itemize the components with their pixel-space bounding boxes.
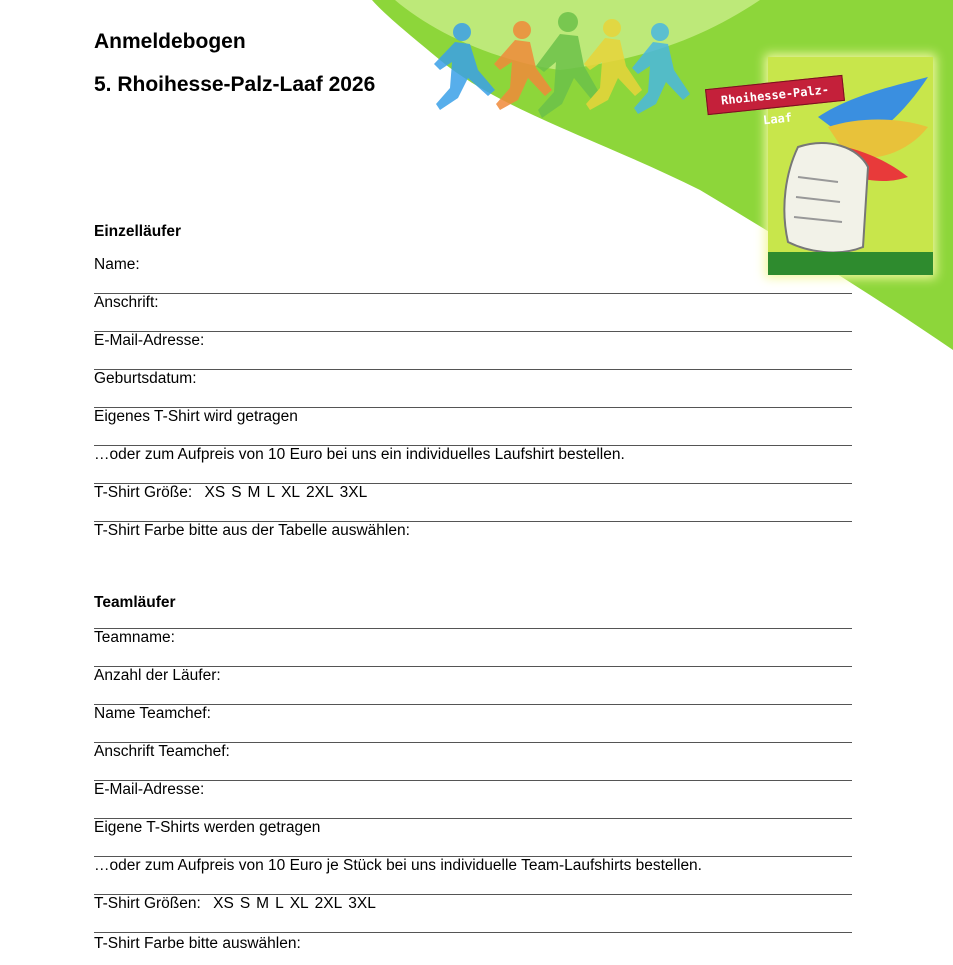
- field-runner-count[interactable]: [94, 667, 852, 705]
- field-label: …oder zum Aufpreis von 10 Euro bei uns ein individuelles Laufshirt bestellen.: [94, 446, 625, 463]
- field-label: Name:: [94, 256, 140, 273]
- size-option-m[interactable]: M: [256, 895, 270, 912]
- field-label: E-Mail-Adresse:: [94, 332, 205, 349]
- size-options: [192, 484, 373, 501]
- event-title: 5. Rhoihesse-Palz-Laaf 2026: [94, 73, 376, 96]
- size-option-xl[interactable]: XL: [281, 484, 301, 501]
- field-order-shirt[interactable]: [94, 446, 852, 484]
- field-email[interactable]: [94, 332, 852, 370]
- field-label: Eigene T-Shirts werden getragen: [94, 819, 321, 836]
- size-option-l[interactable]: L: [266, 484, 276, 501]
- field-label: T-Shirt Größen:: [94, 895, 201, 912]
- field-teamchef-address[interactable]: [94, 743, 852, 781]
- size-option-m[interactable]: M: [247, 484, 261, 501]
- size-option-2xl[interactable]: 2XL: [306, 484, 334, 501]
- size-option-l[interactable]: L: [275, 895, 284, 912]
- field-own-shirts[interactable]: [94, 819, 852, 857]
- size-option-xs[interactable]: XS: [204, 484, 226, 501]
- field-address[interactable]: [94, 294, 852, 332]
- field-label: Eigenes T-Shirt wird getragen: [94, 408, 298, 425]
- logo-banner: Rhoihesse-Palz-Laaf: [705, 75, 845, 115]
- field-teamchef-name[interactable]: [94, 705, 852, 743]
- field-teamname[interactable]: [94, 629, 852, 667]
- field-label: Anschrift Teamchef:: [94, 743, 230, 760]
- size-options: [201, 895, 382, 912]
- form-title: Anmeldebogen: [94, 30, 246, 53]
- field-team-email[interactable]: [94, 781, 852, 819]
- field-own-shirt[interactable]: [94, 408, 852, 446]
- field-label: E-Mail-Adresse:: [94, 781, 205, 798]
- section-heading-einzel: Einzelläufer: [94, 223, 181, 240]
- field-team-shirt-sizes[interactable]: [94, 895, 852, 933]
- size-option-s[interactable]: S: [239, 895, 251, 912]
- size-option-s[interactable]: S: [231, 484, 242, 501]
- field-shirt-size[interactable]: [94, 484, 852, 522]
- size-option-2xl[interactable]: 2XL: [314, 895, 343, 912]
- field-label: Geburtsdatum:: [94, 370, 197, 387]
- field-shirt-color[interactable]: [94, 522, 852, 560]
- size-option-3xl[interactable]: 3XL: [339, 484, 368, 501]
- size-option-3xl[interactable]: 3XL: [348, 895, 376, 912]
- field-label: Anzahl der Läufer:: [94, 667, 221, 684]
- field-label: T-Shirt Farbe bitte auswählen:: [94, 935, 301, 952]
- field-team-shirt-color[interactable]: [94, 935, 852, 965]
- field-label: T-Shirt Farbe bitte aus der Tabelle auswählen:: [94, 522, 410, 539]
- field-name[interactable]: [94, 256, 852, 294]
- field-order-team-shirts[interactable]: [94, 857, 852, 895]
- size-option-xs[interactable]: XS: [213, 895, 234, 912]
- field-label: Teamname:: [94, 629, 175, 646]
- field-label: …oder zum Aufpreis von 10 Euro je Stück bei uns individuelle Team-Laufshirts bestellen.: [94, 857, 702, 874]
- section-heading-team: Teamläufer: [94, 594, 176, 611]
- field-label: Name Teamchef:: [94, 705, 211, 722]
- size-option-xl[interactable]: XL: [289, 895, 309, 912]
- field-label: Anschrift:: [94, 294, 159, 311]
- field-label: T-Shirt Größe:: [94, 484, 193, 501]
- field-birthdate[interactable]: [94, 370, 852, 408]
